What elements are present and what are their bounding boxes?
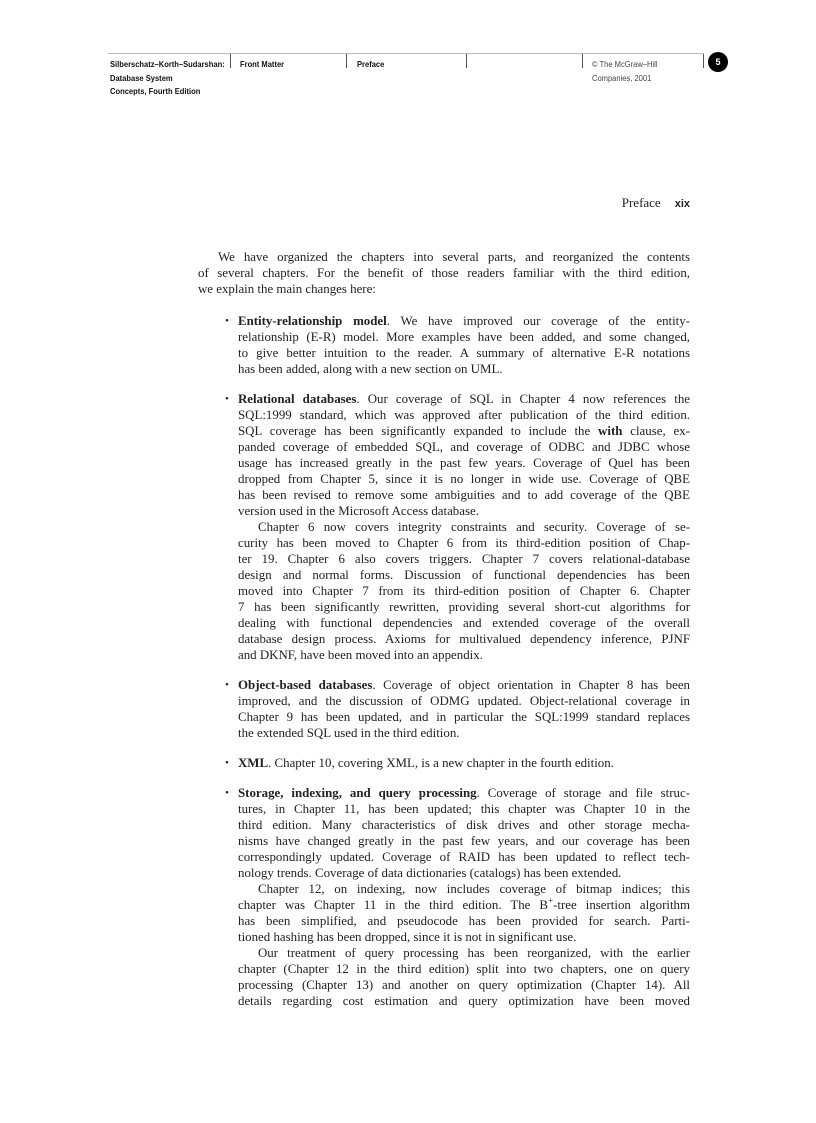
text-line: panded coverage of embedded SQL, and coverage of ODBC and JDBC whose: [238, 440, 690, 454]
text-line: database design process. Axioms for multivalued dependency inference, PJNF: [238, 632, 690, 646]
text-line: relationship (E-R) model. More examples have been added, and some changed,: [238, 330, 690, 344]
bullet-icon: •: [225, 787, 229, 799]
text-line: We have organized the chapters into several parts, and reorganized the contents: [218, 250, 690, 264]
bold-run: XML: [238, 756, 269, 770]
text-line: and DKNF, have been moved into an appendix.: [238, 648, 483, 662]
body-text: [198, 249, 690, 1009]
paragraph: [238, 785, 690, 881]
text-line: dropped from Chapter 5, since it is no longer in wide use. Coverage of QBE: [238, 472, 690, 486]
text-line: has been revised to remove some ambiguities and to add coverage of the QBE: [238, 488, 690, 502]
bullet-icon: •: [225, 757, 229, 769]
text-line: [238, 755, 690, 771]
bullet-item: [225, 677, 690, 741]
book-title-line: Database System: [110, 72, 173, 83]
bullet-item: [225, 785, 690, 1009]
page-number-badge: 5: [708, 52, 728, 72]
text-line: [238, 423, 690, 439]
paragraph: [238, 945, 690, 1009]
text-line: nology trends. Coverage of data dictionaries (catalogs) has been extended.: [238, 866, 622, 880]
text-run: . Chapter 10, covering XML, is a new chapter in the fourth edition.: [268, 756, 614, 770]
divider: [582, 54, 583, 68]
divider: [703, 54, 704, 68]
bullet-item: [225, 391, 690, 663]
book-title: [110, 58, 225, 99]
text-line: ter 19. Chapter 6 also covers triggers. Chapter 7 covers relational-database: [238, 552, 690, 566]
paragraph: [238, 391, 690, 519]
text-line: we explain the main changes here:: [198, 282, 376, 296]
text-line: Chapter 6 now covers integrity constraints and security. Coverage of se-: [258, 520, 690, 534]
bold-run: with: [598, 424, 623, 438]
text-run: chapter was Chapter 11 in the third edition. The B: [238, 898, 549, 912]
section-label: Front Matter: [240, 59, 285, 69]
paragraph: [238, 881, 690, 945]
text-line: details regarding cost estimation and query optimization have been moved: [238, 994, 690, 1008]
text-line: moved into Chapter 7 from its third-edition position of Chapter 6. Chapter: [238, 584, 690, 598]
bullet-item: [225, 755, 690, 771]
running-head: [622, 195, 690, 211]
text-line: has been added, along with a new section on UML.: [238, 362, 503, 376]
bold-run: Object-based databases: [238, 678, 373, 692]
bold-run: Relational databases: [238, 392, 357, 406]
text-line: [238, 677, 690, 693]
text-line: tioned hashing has been dropped, since it is not in significant use.: [238, 930, 577, 944]
running-head-title: Preface: [621, 195, 661, 210]
text-line: [238, 785, 690, 801]
text-line: usage has increased greatly in the past few years. Coverage of Quel has been: [238, 456, 690, 470]
text-line: SQL:1999 standard, which was approved after publication of the third edition.: [238, 408, 690, 422]
text-line: tures, in Chapter 11, has been updated; this chapter was Chapter 10 in the: [238, 802, 690, 816]
text-run: . Our coverage of SQL in Chapter 4 now references the: [356, 392, 690, 406]
bullet-icon: •: [225, 679, 229, 691]
text-line: nisms have changed greatly in the past few years, and our coverage has been: [238, 834, 690, 848]
text-line: has been simplified, and pseudocode has been provided for search. Parti-: [238, 914, 690, 928]
paragraph: [238, 313, 690, 377]
text-line: version used in the Microsoft Access database.: [238, 504, 479, 518]
text-run: -tree insertion algorithm: [553, 898, 690, 912]
text-line: Our treatment of query processing has been reorganized, with the earlier: [258, 946, 690, 960]
text-line: third edition. Many characteristics of disk drives and other storage mecha-: [238, 818, 690, 832]
bullet-item: [225, 313, 691, 377]
text-line: Chapter 12, on indexing, now includes coverage of bitmap indices; this: [258, 882, 690, 896]
running-head-page: xix: [674, 198, 690, 210]
text-run: . We have improved our coverage of the entity-: [386, 314, 691, 328]
text-line: improved, and the discussion of ODMG updated. Object-relational coverage in: [238, 694, 690, 708]
text-line: correspondingly updated. Coverage of RAID has been updated to reflect tech-: [238, 850, 690, 864]
paragraph: [238, 519, 690, 663]
text-run: SQL coverage has been significantly expanded to include the: [238, 424, 599, 438]
copyright-line: © The McGraw–Hill: [592, 59, 658, 69]
text-line: chapter (Chapter 12 in the third edition) split into two chapters, one on query: [238, 962, 690, 976]
paragraph: [238, 677, 690, 741]
divider: [466, 54, 467, 68]
text-line: the extended SQL used in the third edition.: [238, 726, 460, 740]
text-line: of several chapters. For the benefit of those readers familiar with the third edition,: [198, 266, 690, 280]
paragraph: [238, 755, 690, 771]
header-rule: [108, 53, 704, 54]
book-title-line: Concepts, Fourth Edition: [110, 86, 201, 96]
bullet-icon: •: [225, 315, 229, 327]
bullet-icon: •: [225, 393, 229, 405]
text-line: [238, 313, 690, 329]
text-run: clause, ex-: [622, 424, 690, 438]
text-line: processing (Chapter 13) and another on query optimization (Chapter 14). All: [238, 978, 690, 992]
copyright-line: Companies, 2001: [592, 72, 652, 83]
text-run: +: [548, 895, 554, 906]
bold-run: Entity-relationship model: [238, 314, 387, 328]
text-line: Chapter 9 has been updated, and in particular the SQL:1999 standard replaces: [238, 710, 690, 724]
text-line: [238, 897, 690, 913]
bold-run: Storage, indexing, and query processing: [238, 786, 477, 800]
text-line: design and normal forms. Discussion of functional dependencies has been: [238, 568, 690, 582]
divider: [346, 54, 347, 68]
book-title-line: Silberschatz–Korth–Sudarshan:: [110, 59, 225, 69]
text-run: . Coverage of storage and file struc-: [476, 786, 690, 800]
text-line: [238, 391, 690, 407]
paragraph: [198, 249, 690, 297]
text-line: 7 has been significantly rewritten, providing several short-cut algorithms for: [238, 600, 690, 614]
text-line: to give better intuition to the reader. A summary of alternative E-R notations: [238, 346, 690, 360]
text-line: dealing with functional dependencies and extended coverage of the overall: [238, 616, 690, 630]
text-run: . Coverage of object orientation in Chapter 8 has been: [372, 678, 690, 692]
divider: [230, 54, 231, 68]
text-line: curity has been moved to Chapter 6 from its third-edition position of Chap-: [238, 536, 690, 550]
chapter-label: Preface: [357, 59, 385, 69]
copyright: [592, 58, 658, 85]
